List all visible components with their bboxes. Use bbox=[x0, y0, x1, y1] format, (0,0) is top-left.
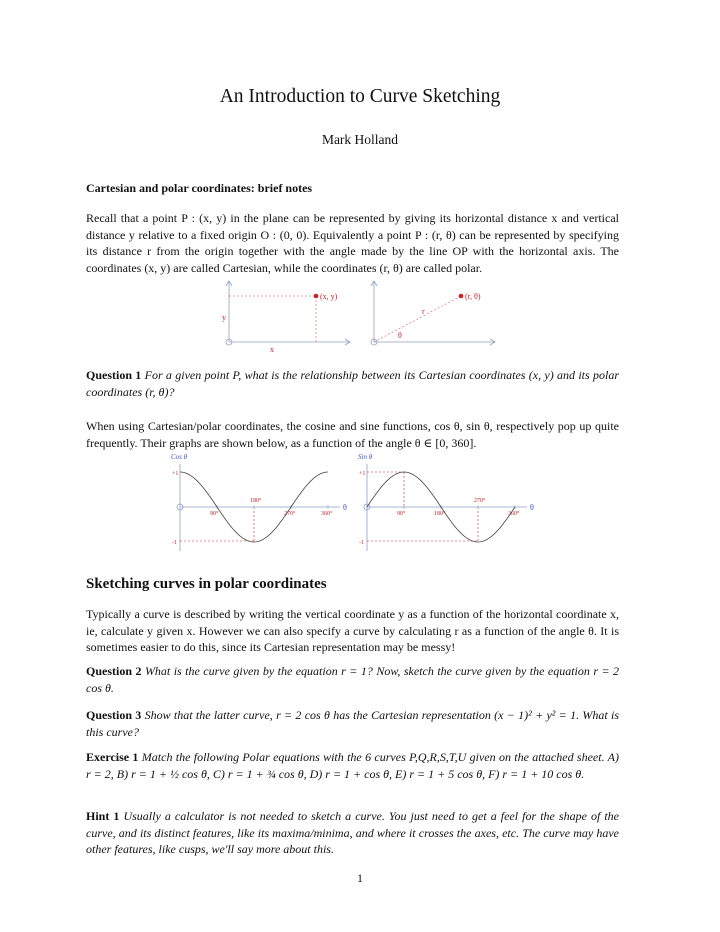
hint-1-text: Usually a calculator is not needed to sketch a curve. You just need to get a feel for the shape of the curve, and its distinct features, like its maxima/minima, and where it crosses the axes, etc. The curve may have other features, like cusps, we'll say more about this. bbox=[86, 809, 620, 857]
author-name: Mark Holland bbox=[321, 132, 399, 147]
y-distance-label: y bbox=[222, 313, 226, 322]
cartesian-point-label: (x, y) bbox=[320, 292, 338, 301]
section-heading-polar-curves: Sketching curves in polar coordinates bbox=[86, 576, 327, 592]
cos-y-tick-label: +1 bbox=[172, 471, 179, 477]
cos-x-tick-label: 270° bbox=[284, 511, 296, 517]
question-3-text: Show that the latter curve, r = 2 cos θ has the Cartesian representation (x − 1)² + y² = 1. What is this curve? bbox=[86, 708, 619, 739]
sin-y-tick-label: -1 bbox=[359, 540, 364, 546]
coordinates-intro-paragraph: Recall that a point P : (x, y) in the plane can be represented by giving its horizontal distance x and vertical distance y relative to a fixed origin O : (0, 0). Equivalently a point P : (r, θ) can be represented by specifying its distance r from the origin together with the angle made by the line OP with the horizontal axis. The coordinates (x, y) are called Cartesian, while the coordinates (r, θ) are called polar. bbox=[86, 211, 619, 276]
polar-intro-paragraph: Typically a curve is described by writing the vertical coordinate y as a function of the horizontal coordinate x, ie, calculate y given x. However we can also specify a curve by calculating r as a function of the angle θ. It is sometimes easier to do this, since its Cartesian representation may be messy! bbox=[86, 607, 619, 655]
question-2-label: Question 2 bbox=[86, 664, 142, 678]
hint-1-label: Hint 1 bbox=[86, 809, 120, 823]
exercise-1-label: Exercise 1 bbox=[86, 750, 139, 764]
trig-intro-paragraph: When using Cartesian/polar coordinates, the cosine and sine functions, cos θ, sin θ, respectively pop up quite frequently. Their graphs are shown below, as a function of the angle θ ∈ [0, 360]. bbox=[86, 419, 619, 450]
hint-1 bbox=[86, 808, 619, 858]
x-distance-label: x bbox=[270, 345, 274, 354]
polar-diagram bbox=[371, 281, 495, 345]
sin-x-tick-label: 360° bbox=[508, 511, 520, 517]
page-number: 1 bbox=[357, 871, 363, 885]
sin-x-tick-label: 180° bbox=[434, 511, 446, 517]
cos-chart-title: Cos θ bbox=[171, 453, 188, 461]
question-1-text: For a given point P, what is the relationship between its Cartesian coordinates (x, y) and its polar coordinates (r, θ)? bbox=[86, 368, 619, 399]
question-1 bbox=[86, 367, 619, 400]
trig-graphs bbox=[0, 450, 720, 560]
question-3 bbox=[86, 707, 619, 740]
cos-x-tick-label: 90° bbox=[210, 511, 219, 517]
polar-point bbox=[459, 294, 464, 299]
cartesian-diagram bbox=[222, 281, 350, 354]
question-3-label: Question 3 bbox=[86, 708, 142, 722]
page-title: An Introduction to Curve Sketching bbox=[219, 86, 501, 107]
section-heading-coordinates: Cartesian and polar coordinates: brief notes bbox=[86, 181, 313, 195]
sin-chart-title: Sin θ bbox=[358, 453, 373, 461]
sin-x-tick-label: 90° bbox=[397, 511, 406, 517]
cos-x-tick-label: 360° bbox=[321, 511, 333, 517]
coordinates-figure bbox=[0, 278, 720, 358]
cos-x-tick-label: 180° bbox=[250, 498, 262, 504]
cos-y-tick-label: -1 bbox=[172, 540, 177, 546]
cos-x-axis-label: θ bbox=[343, 503, 347, 512]
sin-y-tick-label: +1 bbox=[359, 471, 366, 477]
cartesian-point bbox=[314, 294, 319, 299]
question-2 bbox=[86, 663, 619, 696]
r-label: r bbox=[422, 307, 425, 316]
theta-label: θ bbox=[398, 331, 402, 340]
exercise-1 bbox=[86, 749, 619, 782]
question-1-label: Question 1 bbox=[86, 368, 142, 382]
polar-radius-line bbox=[374, 296, 461, 342]
question-2-text: What is the curve given by the equation r = 1? Now, sketch the curve given by the equation r = 2 cos θ. bbox=[86, 664, 620, 695]
exercise-1-text: Match the following Polar equations with the 6 curves P,Q,R,S,T,U given on the attached sheet. A) r = 2, B) r = 1 + ½ cos θ, C) r = 1 + ¾ cos θ, D) r = 1 + cos θ, E) r = 1 + 5 cos θ, F) r = 1 + 10 cos θ. bbox=[86, 750, 620, 781]
polar-point-label: (r, θ) bbox=[465, 292, 481, 301]
sin-x-axis-label: θ bbox=[530, 503, 534, 512]
sin-x-tick-label: 270° bbox=[474, 498, 486, 504]
